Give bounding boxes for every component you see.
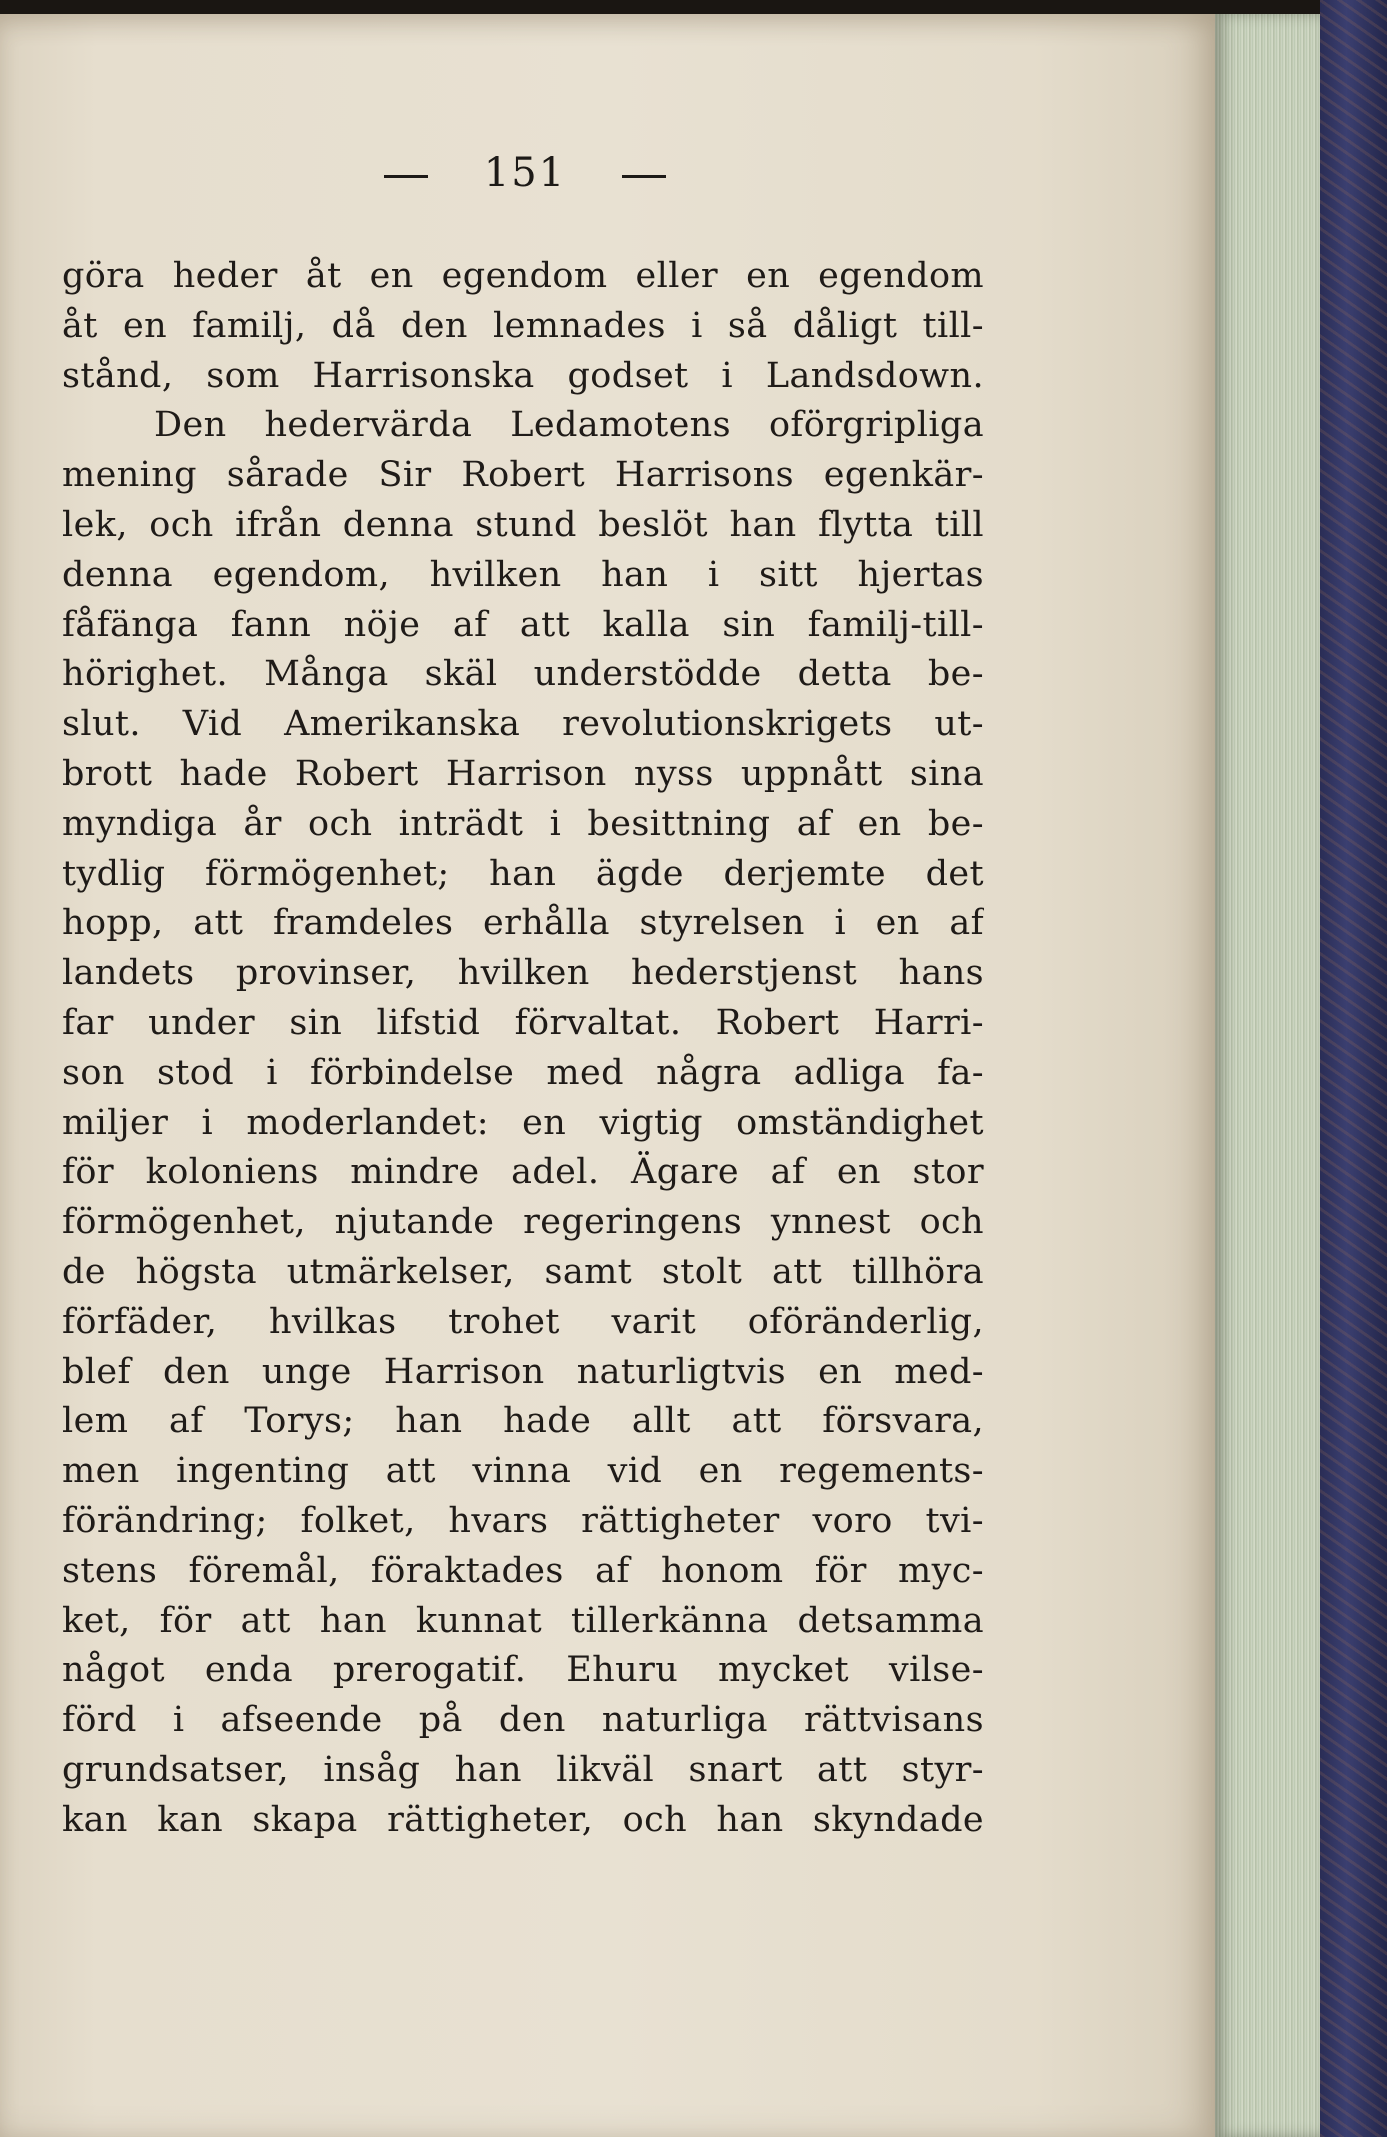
header-dash-right (622, 175, 666, 178)
page-header (0, 150, 1050, 196)
body-text (62, 252, 984, 1846)
text-line: grundsatser, insåg han likväl snart att styr- (62, 1749, 984, 1790)
text-line: landets provinser, hvilken hederstjenst hans (62, 953, 984, 994)
text-line: mening sårade Sir Robert Harrisons egenkär- (62, 455, 984, 496)
text-line: blef den unge Harrison naturligtvis en med- (62, 1351, 984, 1392)
page-edges (1215, 14, 1320, 2137)
text-line: ket, för att han kunnat tillerkänna detsamma (62, 1600, 984, 1641)
text-line: stånd, som Harrisonska godset i Landsdown. (62, 355, 984, 396)
text-line: åt en familj, då den lemnades i så dåligt till- (62, 305, 984, 346)
text-line: brott hade Robert Harrison nyss uppnått sina (62, 753, 984, 794)
text-line: göra heder åt en egendom eller en egendom (62, 256, 984, 296)
text-line: stens föremål, föraktades af honom för myc- (62, 1550, 984, 1591)
text-line: slut. Vid Amerikanska revolutionskrigets ut- (62, 704, 984, 745)
text-line: myndiga år och inträdt i besittning af en be- (62, 803, 984, 844)
text-line: Den hedervärda Ledamotens oförgripliga (154, 405, 984, 446)
text-line: förfäder, hvilkas trohet varit oföränderlig, (62, 1301, 984, 1342)
text-line: men ingenting att vinna vid en regements- (62, 1451, 984, 1492)
text-line: miljer i moderlandet: en vigtig omständighet (62, 1102, 984, 1143)
text-line: de högsta utmärkelser, samt stolt att tillhöra (62, 1251, 984, 1292)
text-line: förmögenhet, njutande regeringens ynnest och (62, 1202, 984, 1243)
text-line: förd i afseende på den naturliga rättvisans (62, 1700, 984, 1741)
text-line: hopp, att framdeles erhålla styrelsen i en af (62, 903, 984, 944)
text-line: lem af Torys; han hade allt att försvara, (62, 1401, 984, 1442)
text-line: kan kan skapa rättigheter, och han skyndade (62, 1799, 984, 1840)
text-line: denna egendom, hvilken han i sitt hjertas (62, 554, 984, 595)
text-line: fåfänga fann nöje af att kalla sin familj-till- (62, 604, 984, 645)
text-line: son stod i förbindelse med några adliga fa- (62, 1052, 984, 1093)
header-dash-left (384, 175, 428, 178)
text-line: far under sin lifstid förvaltat. Robert Harri- (62, 1002, 984, 1043)
page-number: 151 (483, 150, 567, 196)
text-line: något enda prerogatif. Ehuru mycket vilse- (62, 1650, 984, 1691)
book-cover-edge (1320, 0, 1387, 2137)
text-line: förändring; folket, hvars rättigheter voro tvi- (62, 1500, 984, 1541)
text-line: lek, och ifrån denna stund beslöt han flytta till (62, 504, 984, 545)
text-line: hörighet. Många skäl understödde detta be- (62, 654, 984, 695)
text-line: tydlig förmögenhet; han ägde derjemte det (62, 853, 984, 894)
text-line: för koloniens mindre adel. Ägare af en stor (62, 1152, 984, 1193)
